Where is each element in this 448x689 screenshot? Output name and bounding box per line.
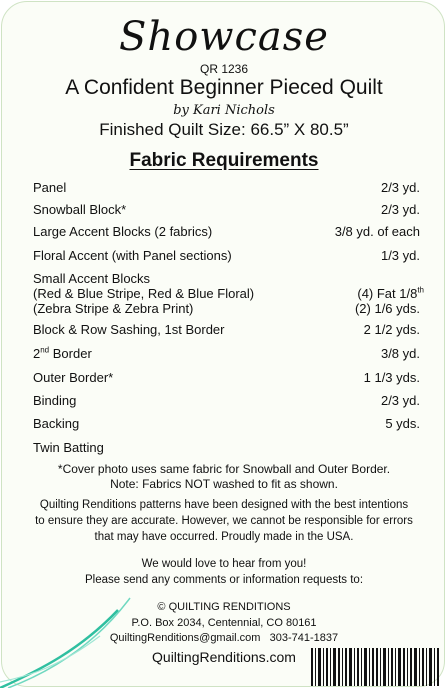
pattern-subtitle: A Confident Beginner Pieced Quilt: [65, 76, 383, 99]
requirement-name: Outer Border*: [33, 370, 114, 385]
wash-note: Note: Fabrics NOT washed to fit as shown.: [110, 477, 338, 491]
disclaimer-line: Quilting Renditions patterns have been designed with the best intentions: [39, 499, 409, 511]
requirement-amount: 2/3 yd.: [380, 180, 420, 195]
requirement-amount: 3/8 yd.: [380, 346, 420, 361]
company-email-phone: [0, 632, 448, 644]
requirement-name: 2nd Border: [33, 345, 92, 361]
company-website-link[interactable]: QuiltingRenditions.com: [152, 649, 296, 665]
requirement-name: Panel: [33, 180, 67, 195]
requirement-name: (Red & Blue Stripe, Red & Blue Floral): [33, 286, 255, 301]
barcode: [311, 648, 441, 686]
company-phone: 303-741-1837: [269, 632, 339, 644]
requirement-amount: (4) Fat 1/8th: [357, 285, 424, 301]
requirement-amount: 2 1/2 yds.: [363, 322, 420, 337]
company-address: P.O. Box 2034, Centennial, CO 80161: [131, 617, 317, 629]
requirement-name: (Zebra Stripe & Zebra Print): [33, 301, 194, 316]
requirement-name: Backing: [33, 416, 80, 431]
pattern-title: Showcase: [119, 14, 329, 60]
requirement-name: Twin Batting: [33, 440, 104, 455]
pattern-code: QR 1236: [199, 62, 249, 76]
requirement-name: Large Accent Blocks (2 fabrics): [33, 224, 213, 239]
requirement-amount: 2/3 yd.: [380, 393, 420, 408]
company-copyright: © QUILTING RENDITIONS: [157, 601, 291, 613]
cover-note: *Cover photo uses same fabric for Snowball and Outer Border.: [57, 462, 391, 476]
requirement-name: Binding: [33, 393, 77, 408]
requirement-name: Floral Accent (with Panel sections): [33, 248, 232, 263]
requirement-amount: 3/8 yd. of each: [334, 224, 420, 239]
contact-request-line: We would love to hear from you!: [141, 558, 307, 570]
contact-request-line: Please send any comments or information requests to:: [84, 574, 364, 586]
requirement-amount: 1/3 yd.: [380, 248, 420, 263]
requirement-amount: 2/3 yd.: [380, 202, 420, 217]
fabric-requirements-heading: Fabric Requirements: [129, 150, 319, 171]
disclaimer-line: to ensure they are accurate. However, we cannot be responsible for errors: [35, 515, 413, 527]
requirement-name: Small Accent Blocks: [33, 271, 151, 286]
finished-size: Finished Quilt Size: 66.5” X 80.5”: [99, 120, 349, 139]
disclaimer-line: that may have occurred. Proudly made in the USA.: [94, 531, 354, 543]
requirement-amount: (2) 1/6 yds.: [354, 301, 420, 316]
pattern-author: by Kari Nichols: [173, 103, 275, 118]
requirement-name: Snowball Block*: [33, 202, 127, 217]
requirement-amount: 5 yds.: [385, 416, 420, 431]
requirement-amount: 1 1/3 yds.: [363, 370, 420, 385]
company-email-link[interactable]: QuiltingRenditions@gmail.com: [109, 632, 261, 644]
requirement-name: Block & Row Sashing, 1st Border: [33, 322, 225, 337]
